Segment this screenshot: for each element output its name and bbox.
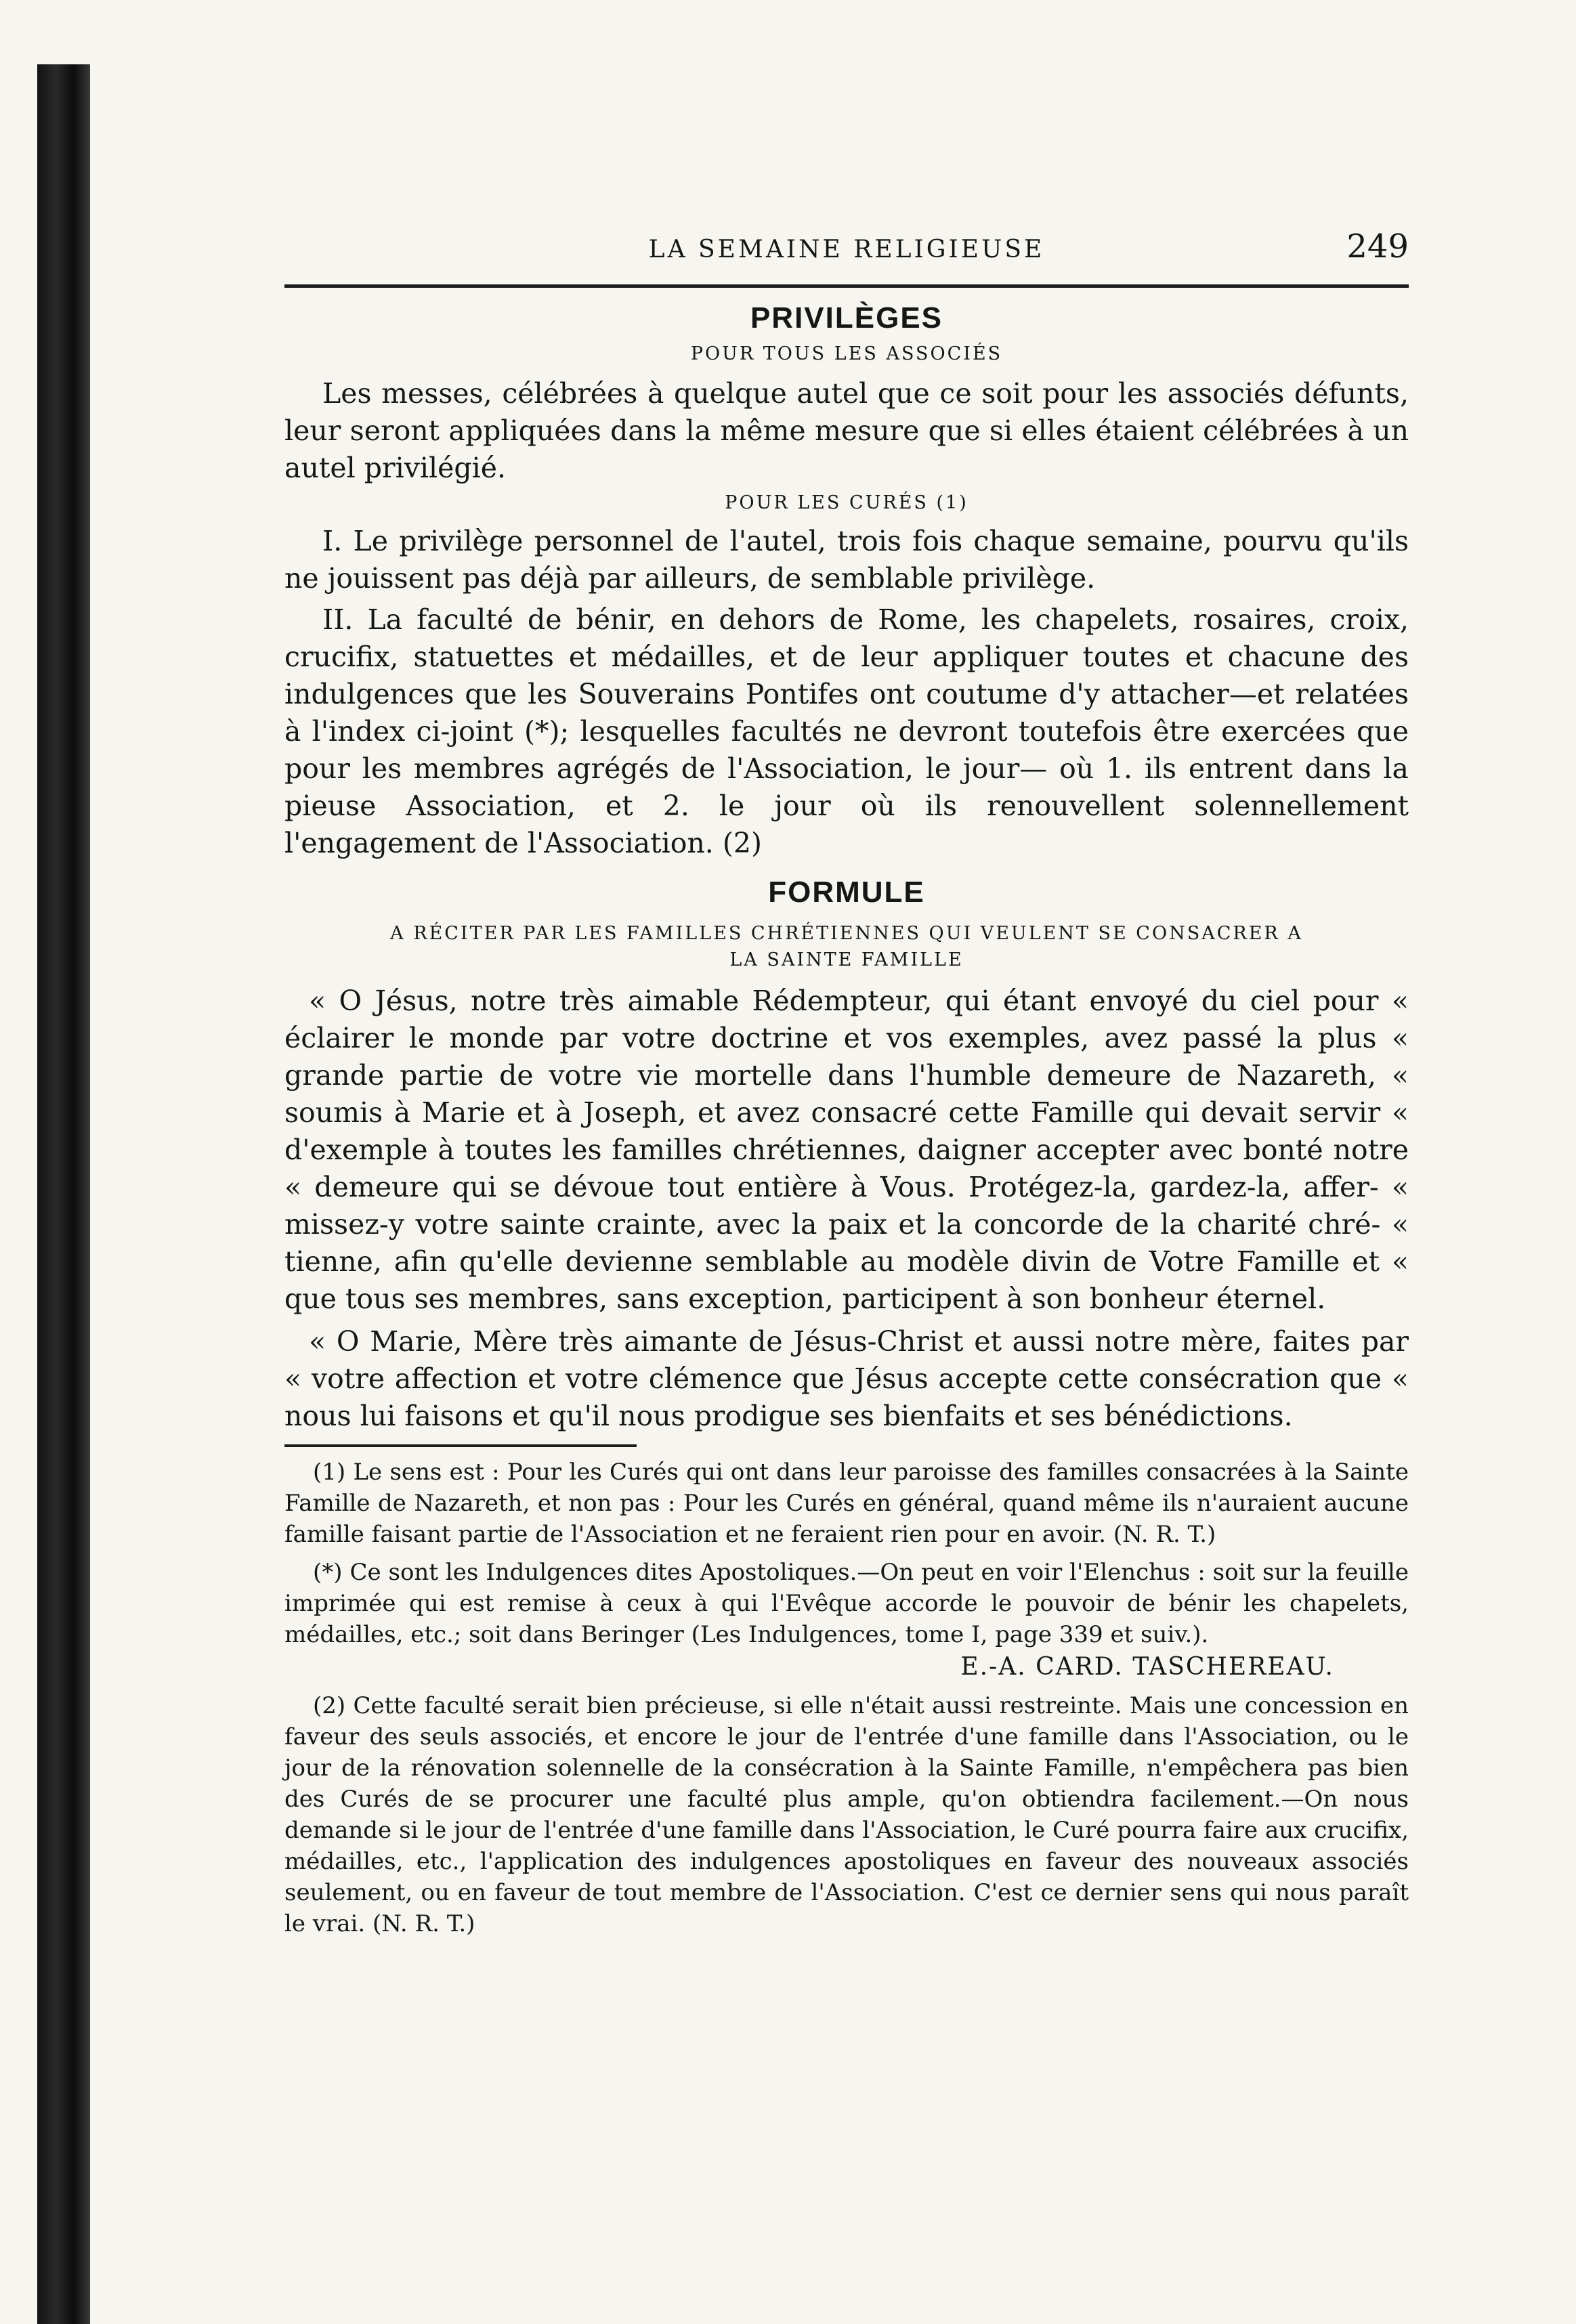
formule-heading: FORMULE xyxy=(768,876,925,909)
page-number: 249 xyxy=(1346,228,1409,265)
page-content xyxy=(284,223,1409,1939)
privilege-item-2: II. La faculté de bénir, en dehors de Rome, les chapelets, rosaires, croix, crucifix, statuettes et médailles, et de leur appliquer toutes et chacune des indulgences que les Souverains Pontifes ont coutume d'y attacher—et relatées à l'index ci-joint (*); lesquelles facultés ne devront toutefois être exercées que pour les membres agrégés de l'Association, le jour— où 1. ils entrent dans la pieuse Association, et 2. le jour où ils renouvellent solennellement l'engagement de l'Association. (2) xyxy=(284,603,1409,859)
book-binding-edge xyxy=(37,64,90,2324)
footnote-2: (2) Cette faculté serait bien précieuse, si elle n'était aussi restreinte. Mais une concession en faveur des seuls associés, et encore le jour de l'entrée d'une famille dans l'Association, ou le jour de la rénovation solennelle de la consécration à la Sainte Famille, n'empêchera pas bien des Curés de se procurer une faculté plus ample, qu'on obtiendra facilement.—On nous demande si le jour de l'entrée d'une famille dans l'Association, le Curé pourra faire aux crucifix, médailles, etc., l'application des indulgences apostoliques en faveur des nouveaux associés seulement, ou en faveur de tout membre de l'Association. C'est ce dernier sens qui nous paraît le vrai. (N. R. T.) xyxy=(284,1692,1409,1937)
footnote-star: (*) Ce sont les Indulgences dites Apostoliques.—On peut en voir l'Elenchus : soit sur la feuille imprimée qui est remise à ceux à qui l'Evêque accorde le pouvoir de bénir les chapelets, médailles, etc.; soit dans Beringer (Les Indulgences, tome I, page 339 et suiv.). xyxy=(284,1559,1409,1648)
privileges-heading: PRIVILÈGES xyxy=(750,301,943,335)
running-header xyxy=(284,223,1409,288)
footnote-divider xyxy=(284,1444,637,1447)
footnote-1: (1) Le sens est : Pour les Curés qui ont dans leur paroisse des familles consacrées à la Sainte Famille de Nazareth, et non pas : Pour les Curés en général, quand même ils n'auraient aucune famille faisant partie de l'Association et ne feraient rien pour en avoir. (N. R. T.) xyxy=(284,1459,1409,1548)
formule-prayer-paragraph-2: « O Marie, Mère très aimante de Jésus-Christ et aussi notre mère, faites par « votre affection et votre clémence que Jésus accepte cette consécration que « nous lui faisons et qu'il nous prodigue ses bienfaits et ses bénédictions. xyxy=(284,1325,1409,1432)
signature-taschereau: E.-A. CARD. TASCHEREAU. xyxy=(960,1653,1334,1681)
formule-subhead-line-2: LA SAINTE FAMILLE xyxy=(729,949,964,970)
journal-title: LA SEMAINE RELIGIEUSE xyxy=(648,236,1045,263)
privileges-paragraph-all: Les messes, célébrées à quelque autel que ce soit pour les associés défunts, leur seront appliquées dans la même mesure que si elles étaient célébrées à un autel privilégié. xyxy=(284,377,1409,484)
privileges-subhead-all: POUR TOUS LES ASSOCIÉS xyxy=(690,343,1003,364)
privileges-subhead-cures: POUR LES CURÉS (1) xyxy=(725,492,968,513)
formule-prayer-paragraph-1: « O Jésus, notre très aimable Rédempteur, qui étant envoyé du ciel pour « éclairer le monde par votre doctrine et vos exemples, avez passé la plus « grande partie de votre vie mortelle dans l'humble demeure de Nazareth, « soumis à Marie et à Joseph, et avez consacré cette Famille qui devait servir « d'exemple à toutes les familles chrétiennes, daigner accepter avec bonté notre « demeure qui se dévoue tout entière à Vous. Protégez-la, gardez-la, affer- « missez-y votre sainte crainte, avec la paix et la concorde de la charité chré- « tienne, afin qu'elle devienne semblable au modèle divin de Votre Famille et « que tous ses membres, sans exception, participent à son bonheur éternel. xyxy=(284,985,1409,1315)
privilege-item-1: I. Le privilège personnel de l'autel, trois fois chaque semaine, pourvu qu'ils ne jouissent pas déjà par ailleurs, de semblable privilège. xyxy=(284,525,1409,595)
formule-subhead-line-1: A RÉCITER PAR LES FAMILLES CHRÉTIENNES QUI VEULENT SE CONSACRER A xyxy=(390,923,1303,944)
